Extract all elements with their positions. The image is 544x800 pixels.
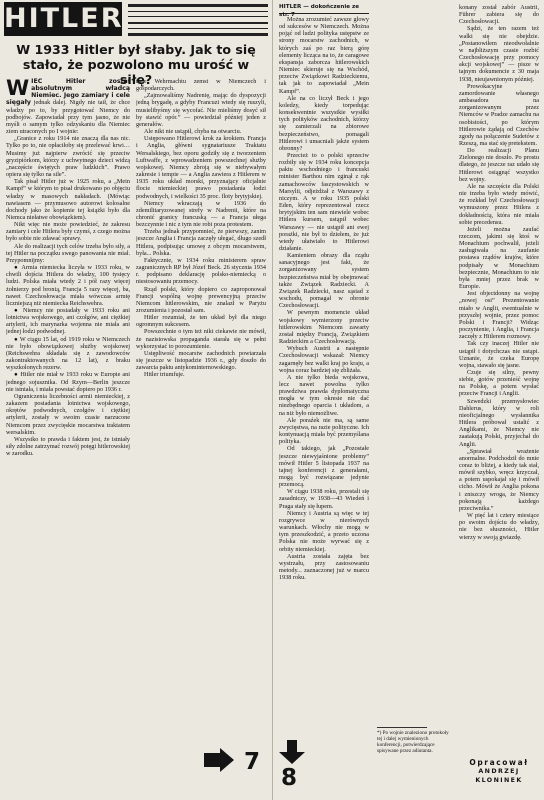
right-arrow-icon	[204, 748, 234, 772]
footnote: *) Po wojnie znaleziono protokoły tej i dalej wymienionych konferencji, potwierdzające spisywane przez adiutanta.	[377, 730, 449, 754]
paragraph: Jest objectdonny na wojnę „nowej osi” Prezentowanie miało w Anglii, ewentualnie w przyszłej wojnie, przez pomoc Polski i Francji? Widząc poczynienie, i Anglia, i Francja zaczęły z Hitlerem rozmowy.	[459, 290, 539, 341]
paragraph: Niemcy wkraczają w 1936 do zdemilitaryzowanej strefy w Nadrenii, które na chronić granicy francuską — a Francja ułega bezczynnie i nic z tym nie robi poza protestem.	[136, 199, 266, 229]
lead-text: IEC Hitler został absolutnym władcą Niemiec. Jego zamiary i cele sięgały	[6, 78, 130, 107]
decor-rule	[128, 4, 268, 7]
decor-rule	[128, 28, 268, 29]
paragraph: Wszystko to prawda i faktem jest, że istniały siły zdolne zatrzymać rozwój potęgi hitlerowskiej w zarodku.	[6, 435, 130, 458]
headline-line: stało, że pozwolono mu urość w siłę?	[22, 57, 250, 87]
right-column-3	[459, 4, 539, 752]
paragraph: Sądzi, że ten razem też walki się nie obejdzie. „Postanowiłem nieodwołalnie w najbliższym czasie rozbić Czechosłowację przy pomocy akcji wojskowej” — pisze w tajnym dokumencie z 30 maja 1938, nieujawnionym później.	[459, 25, 539, 83]
paragraph: ● Niemcy nie posiadały w 1933 roku ani lotnictwa wojskowego, ani czołgów, ani ciężkiej artylerii, ich marynarka wojenna nie miała ani jednej łodzi podwodnej.	[6, 307, 130, 336]
paragraph: Austria została zajęta bez wystrzału, przy zastosowaniu metody... zaznaczonej już w marcu 1938 roku.	[279, 552, 369, 582]
drop-cap: W	[6, 78, 30, 100]
footnote-rule	[377, 727, 427, 728]
paragraph: ● W ciągu 15 lat, od 1919 roku w Niemczech nie było obowiązkowej służby wojskowej (Reichswehra składała się z zawodowców zakontraktowanych na 12 lat), z braku wyszkolonych rezerw.	[6, 335, 130, 372]
paragraph: Powszechnie o tym też nikt ciekawie nie mówił, że nazistowska propaganda starała się w pełni wykorzystać to porozumienie.	[136, 328, 266, 350]
author-credit	[459, 758, 539, 785]
paragraph: Prowokacyjne zamordowanie własnego ambasadora na zorganizowanym przez Niemców w Pradze zamachu na osobistości, po którym Hitlerowie żądają od Czechów zgody na połączenie Sudetów z Rzeszą, ma stać się pretekstem.	[459, 82, 539, 147]
paragraph: Ale nikt nie ustąpił, chyba na otwarciu.	[144, 128, 242, 136]
credit-author: ANDRZEJ KLONINEK	[475, 768, 523, 784]
paragraph: W ciągu 1938 roku, przestali się zasadniczy, w 1938—43 Wiedeń i Praga stały się łupem.	[279, 488, 369, 510]
closing-line: Hitler triumfuje.	[144, 371, 185, 379]
paragraph: A nie tylko bieda wojskowa, lecz nawet powolna tylko prawdziwa prawda dyplomatyczna mogła w tym okresie nie dać niezbędnego oparcia i układom, a na niż było niemożliwe.	[279, 373, 369, 417]
paragraph: Wybuch Austrii a następnie Czechosłowacji wskazał: Niemcy zagarnęły bez walki kraj po kraju, a wojna coraz bardziej się zbliżała.	[279, 345, 369, 374]
paragraph: Do realizacji Planu Zielonego nie doszło. Po prostu dlatego, że jeszcze raz udało się Hitlerowi osiągnąć wszystko bez wojny.	[459, 147, 539, 183]
page-number: 7	[244, 749, 261, 775]
paragraph: Ustępowano Hitlerowi krok za krokiem. Francja i Anglia, główni sygnatariusze Traktatu Wersalskiego, bez oporu godziły się z tworzeniem Luftwaffe, z wprowadzeniem powszechnej służby wojskowej. Niemcy zbroją się w niebywałym zakresie i tempie — a Anglia zawiera z Hitlerem w 1935 roku układ morski, przyznający oficjalnie flocie niemieckiej prawo posiadania łodzi podwodnych, i wielkości 35 proc. floty brytyjskiej.	[136, 135, 266, 200]
lead-paragraph	[6, 78, 130, 135]
paragraph: ● Hitler nie miał w 1933 roku w Europie ani jednego sojusznika. Od Rzym—Berlin jeszcze nie istniała, i miała powstać dopiero po 1936 r.	[6, 371, 130, 393]
paragraph: Ale na szczęście dla Polski nie trzeba było wtedy mówić, że rozkład był Czechosłowacji wymuszony przez Hitlera z dokładnością, która nie miała sobie precedensu.	[459, 182, 539, 226]
paragraph: Kamieniem obrazy dla rządu sanacyjnego jest fakt, że zorganizowany system bezpieczeństwa miał by obejmować także Związek Radziecki. A Związek Radziecki, nasz sąsiad z wschodu, pomagał w obronie Czechosłowacji.	[279, 252, 369, 310]
paragraph: Ale do realizacji tych celów trzeba było siły, a tej Hitler na początku swego panowania nie miał. Przypomnijmy:	[6, 242, 130, 264]
paragraph: ● Armia niemiecka liczyła w 1933 roku, w chwili dojścia Hitlera do władzy, 100 tysięcy ludzi. Polska miała wtedy 2 i pół razy więcej żołnierzy pod bronią, Francja 5 razy więcej, ba, nawet Czechosłowacja miała wówczas armię liczniejszą niż niemiecka Reichswehra.	[6, 264, 130, 307]
paragraph: „Granice z roku 1914 nie znaczą dla nas nic. Tylko po to, nie opłaciłoby się przelewać krwi… Musimy już najpierw zwrócić się przeciw gryzipiórkom, którzy z uchwytnego dzieci widzą „naczęście świętych praw ludzkich”. Prawo opiera się tylko na sile”.	[6, 135, 130, 179]
decor-rule	[128, 11, 268, 12]
paragraph: „Sprawiał wrażenie anormalne. Podchodził do mnie coraz to bliżej, a kiedy tak stał, mówił szybko, wręcz krzyczał, a potem uspokajał się i mówił cicho. Mówił że Anglia pokona i zniszczy wroga, że Niemcy pokonają każdego przeciwnika.”	[459, 447, 539, 512]
paragraph: Ale na co liczył Beck i jego koledzy, kiedy torpedując konsekwentnie wszystkie wysiłki tych polityków zachodnich, którzy się zamierzali na zbiorowe bezpieczeństwo, pomagali Hitlerowi i umacniali jakże system obronny?	[279, 94, 369, 152]
decor-rule	[128, 33, 268, 36]
right-page	[273, 0, 544, 800]
paragraph: twie Wehrmachtu zemst w Niemczech i gospodarczych.	[136, 78, 266, 93]
paragraph: Nikt więc nie może powiedzieć, że zakresu zamiary i cele Hitlera były czymś, z czego można było sobie nie zdawać sprawy.	[6, 221, 130, 243]
paragraph-text: jednak dalej. Nigdy nie taił, że chce władzy po to, by przygotować Niemcy do podbojów. Zapowiadał przy tym jasno, że nie myśli o samym tylko odzyskaniu dla Niemiec ziem utraconych po I wojnie:	[6, 99, 130, 136]
decor-rule	[128, 22, 268, 24]
paragraph: Hitler rozumiał, że ten układ był dla niego ogromnym sukcesem.	[136, 314, 266, 329]
credit-role: Opracował	[469, 758, 529, 767]
paragraph: konany został zabór Austrii, Führer zabiera się do Czechosłowacji.	[459, 4, 539, 26]
paragraph: Tak pisał Hitler już w 1925 roku, a „Mein Kampf” w którym to pisał drukowano po objęciu władzy w masowych nakładach. (Mówiąc nawiasem — przymusowo autorowi kolosalne dochody jako że kopienie tej książki było dla Niemca niełatwe obowiązkiem).	[6, 178, 130, 221]
down-arrow-icon	[279, 740, 305, 764]
paragraph: Czuje się silny, pewny siebie, gotów przenieść wojnę na Polskę, a potem wysłać przeciw Francji i Anglii.	[459, 368, 539, 398]
paragraph: Jeżeli można zaufać rzeczom, jakimi się ktoś w Monachium pochwalił, jeżeli zasługiwała na zaufanie postawa rządów krajów, które podpisały w Monachium bezpiecznie, Monachium to nie była mniej przez brak w Europie.	[459, 225, 539, 291]
paragraph: Od takiego, jak „Pozostałe jeszcze niewyjaśnione problemy” mówił Hitler 5 listopada 1937 na tajnej konferencji z generałami, mogą być rozwiązane jedynie przemocą.	[279, 445, 369, 489]
right-column-2	[377, 16, 453, 722]
left-column-1	[6, 78, 130, 794]
paragraph: Można zrozumieć zawsze głowy od sukcesów w Niemczech. Można pojąć od ludzi polityka ustępstw ze strony mocarstw zachodnich, w których zaś po raz bierą górę elementy licząca na to, że caragowe ekspansja zaborcza hitlerowskich Niemiec skieruje się na Wschód, przeciw Związkowi Radzieckiemu, tak jak to zapowiadał „Mein Kampf”.	[279, 16, 369, 95]
paragraph: Przecież to o polski sprzeciw rozbiły się w 1934 roku koncepcja paktu wschodniego i francuski minister Barthou nim zginął z rąk zamachowców faszystowskich w Marsylii, odjeżdżał z Warszawy z niczym. A w roku 1935 polski Eden, który reprezentował rzecz brytyjskim ten sam niewiele wobec Hitlera kursem, ustąpił wobec Warszawy — nie ustąpił ani ewej porażki, nie był to dziełem, że już wtedy ułatwiało to Hitlerowi działanie.	[279, 151, 369, 252]
page-number: 8	[281, 765, 298, 791]
paragraph: Niemcy i Austria są więc w tej rozgrywce w nierównych warunkach. Włochy nie mogą w tym przeszkodzić, a przeto uczona Polska nie może wyrwać się z orbity niemieckiej.	[279, 509, 369, 553]
decor-rule	[128, 16, 268, 17]
paragraph: Trzeba jednak przypomnieć, że pierwszy, zanim jeszcze Anglia i Francja zaczęły ułegać, długo szedł Hitlera, podpisując umowę z obcym mocarstwem, była... Polska.	[136, 228, 266, 257]
paragraph: „Zajmowaliśmy Nadrenię, mając do dyspozycji jedną brygadę, a gdyby Francuzi wtedy się ruszyli, musielibyśmy się wycofać. Nie mieliśmy dosyć sił by stawić opór.” — powiedział później jeden z generałów.	[136, 92, 266, 128]
paragraph: Ograniczenia liczebności armii niemieckiej, z zakazem posiadania lotnictwa wojskowego, okrętów podwodnych, czołgów i ciężkiej artylerii, zostały w swoim czasie narzucone Niemcom przez zwycięskie mocarstwa traktatem wersalskim.	[6, 392, 130, 436]
paragraph: Ale poraźek nie ma, są same zwycięstwa, na razie polityczne. Ich kontynuacją miała być przemyślana polityka.	[279, 416, 369, 446]
right-column-1	[279, 16, 369, 794]
paragraph: W pewnym momencie układ wojskowy wymierzony przeciw hitlerowskim Niemcom zawarty został między Francją, Związkiem Radzieckim a Czechosłowacją.	[279, 309, 369, 346]
masthead	[4, 2, 268, 36]
paragraph: Ustępliwość mocarstw zachodnich powtarzała się jeszcze w listopadzie 1936 r., gdy doszło do zawarcia paktu antykominternowskiego.	[136, 349, 266, 372]
headline-line: W 1933 Hitler był słaby. Jak to się	[16, 42, 256, 57]
left-column-2	[136, 78, 266, 734]
paragraph: Szwedzki przemysłowiec Dahlerus, który w roli nieoficjalnego wysłannika Hitlera próbował ustalić z Anglikami, że Niemcy nie zaatakują Polski, przyjechał do Anglii.	[459, 397, 539, 448]
running-head: HITLER — dokończenie ze str. 7	[279, 3, 369, 14]
paragraph: Tak czy inaczej Hitler nie ustąpił i dotychczas nie ustąpi. Uznanie, że czeka Europę wojna, stawało się jasne.	[459, 340, 539, 369]
section-logo: HITLER	[4, 3, 124, 34]
paragraph: Rząd polski, który dopiero co zaproponował Francji wspólną wojnę prewencyjną przeciw Niemcom hitlerowskim, nie znalazł w Paryżu zrozumienia i pozostał sam.	[136, 285, 266, 314]
paragraph: W pięć lat i cztery miesiące po swoim dojściu do władzy, nie bez słuszności, Hitler wierzy w swoją gwiazdę.	[459, 512, 539, 541]
paragraph: Faktycznie, w 1934 roku ministerem spraw zagranicznych RP był Józef Beck. 26 stycznia 1934 r. podpisano deklarację polsko-niemiecką o niestosowaniu przemocy.	[136, 256, 266, 286]
